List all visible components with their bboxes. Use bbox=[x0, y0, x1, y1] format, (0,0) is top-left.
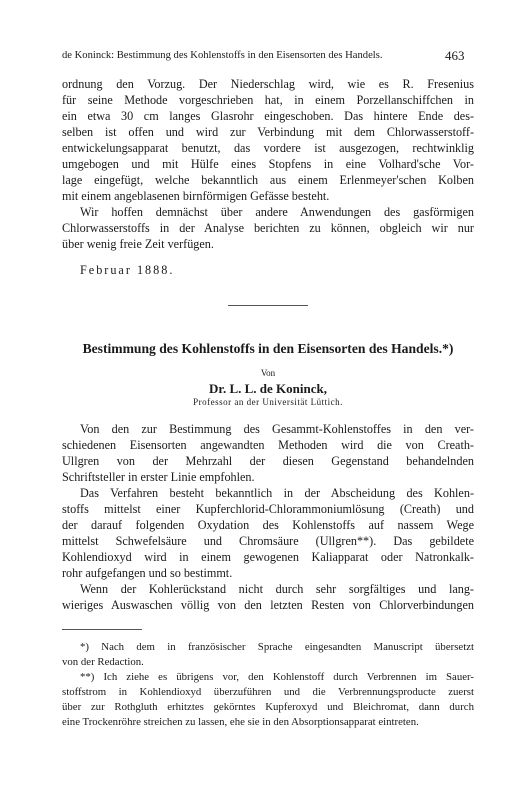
article-author: Dr. L. L. de Koninck, bbox=[209, 381, 327, 396]
text-line: wieriges Auswaschen völlig von den letzten Resten von Chlorverbindungen bbox=[62, 598, 474, 612]
text-line: Von den zur Bestimmung des Gesammt-Kohlenstoffes in den ver- bbox=[80, 422, 474, 436]
running-title: de Koninck: Bestimmung des Kohlenstoffs in den Eisensorten des Handels. bbox=[62, 50, 383, 61]
text-line: Schriftsteller in erster Linie empfohlen. bbox=[62, 470, 255, 484]
text-line: Wenn der Kohlerückstand nicht durch sehr sorgfältiges und lang- bbox=[80, 582, 474, 596]
text-line: umgebogen und mit Hülfe eines Stopfens in eine Volhard'sche Vor- bbox=[62, 157, 474, 171]
text-line: rohr aufgefangen und so bestimmt. bbox=[62, 566, 233, 580]
text-line: entwickelungsapparat benutzt, das vordere ist ausgezogen, rechtwinklig bbox=[62, 141, 474, 155]
page-number: 463 bbox=[445, 48, 465, 63]
text-line: mit einem angeblasenen birnförmigen Gefässe besteht. bbox=[62, 189, 330, 203]
footnote-line: eine Trockenröhre streichen zu lassen, ehe sie in den Absorptionsapparat eintreten. bbox=[62, 716, 419, 728]
text-line: ein etwa 30 cm langes Glasrohr eingeschoben. Das hintere Ende des- bbox=[62, 109, 474, 123]
footnote-line: über zur Rothgluth erhitztes gekörntes Kupferoxyd und Bleichromat, dann durch bbox=[62, 701, 474, 713]
text-line: Kohlendioxyd wird in einem gewogenen Kaliapparat oder Natronkalk- bbox=[62, 550, 474, 564]
text-line: mittelst Schwefelsäure und Chromsäure (Ullgren**). Das gebildete bbox=[62, 534, 474, 548]
text-line: selben ist offen und wird zur Verbindung mit dem Chlorwasserstoff- bbox=[62, 125, 474, 139]
text-line: Ullgren von der Mehrzahl der diesen Gegenstand behandelnden bbox=[62, 454, 474, 468]
article-title: Bestimmung des Kohlenstoffs in den Eisensorten des Handels.*) bbox=[82, 341, 454, 356]
text-line: über wenig freie Zeit verfügen. bbox=[62, 237, 214, 251]
footnote-line: von der Redaction. bbox=[62, 656, 144, 668]
text-line: Chlorwasserstoffs in der Analyse berichten zu können, obgleich wir nur bbox=[62, 221, 474, 235]
footnote-line: stoffstrom in Kohlendioxyd überzuführen und die Verbrennungsproducte zuerst bbox=[62, 686, 474, 698]
date-line: Februar 1888. bbox=[80, 263, 175, 277]
text-line: Wir hoffen demnächst über andere Anwendungen des gasförmigen bbox=[80, 205, 474, 219]
text-line: lage eingefügt, welche bekanntlich aus einem Erlenmeyer'schen Kolben bbox=[62, 173, 474, 187]
article-by: Von bbox=[260, 368, 276, 378]
footnote-line: *) Nach dem in französischer Sprache eingesandten Manuscript übersetzt bbox=[80, 641, 474, 653]
text-line: stoffs mittelst einer Kupferchlorid-Chlorammoniumlösung (Creath) und bbox=[62, 502, 474, 516]
text-line: der darauf folgenden Oxydation des Kohlenstoffs auf nassem Wege bbox=[62, 518, 474, 532]
text-line: schiedenen Eisensorten angewandten Methoden wird die von Creath- bbox=[62, 438, 474, 452]
article-affiliation: Professor an der Universität Lüttich. bbox=[193, 397, 343, 407]
text-line: Das Verfahren besteht bekanntlich in der Abscheidung des Kohlen- bbox=[80, 486, 474, 500]
section-divider bbox=[228, 305, 308, 306]
footnote-divider bbox=[62, 629, 142, 630]
text-line: ordnung den Vorzug. Der Niederschlag wird, wie es R. Fresenius bbox=[62, 77, 474, 91]
text-line: für seine Methode vorgeschrieben hat, in einem Porzellanschiffchen in bbox=[62, 93, 474, 107]
footnote-line: **) Ich ziehe es übrigens vor, den Kohlenstoff durch Verbrennen im Sauer- bbox=[80, 671, 474, 683]
